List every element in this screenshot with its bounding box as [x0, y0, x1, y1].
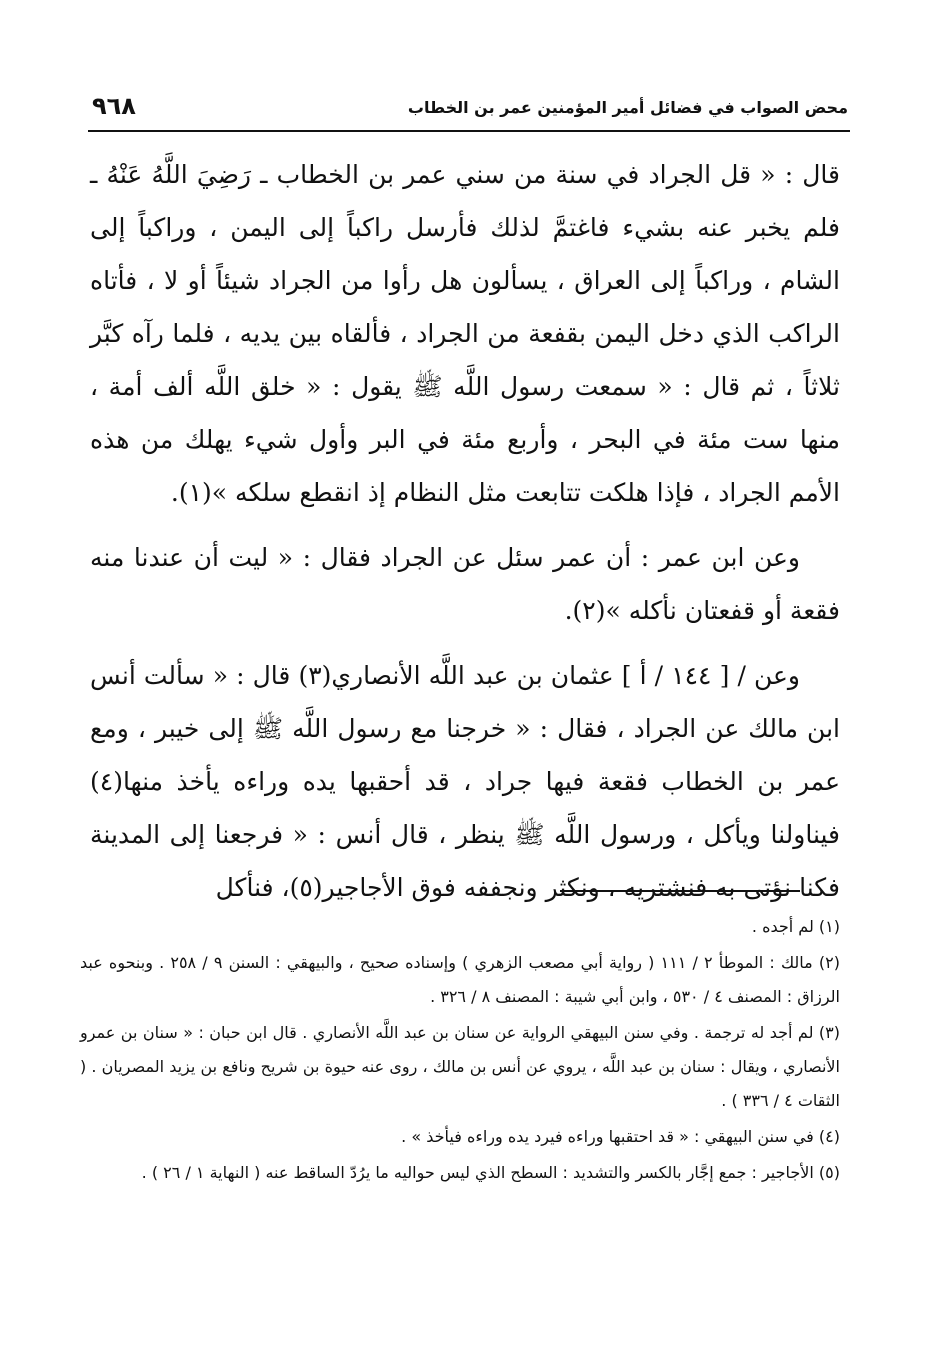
running-header	[88, 92, 850, 132]
footnote-2: (٢) مالك : الموطأ ٢ / ١١١ ( رواية أبي مصعب الزهري ) وإسناده صحيح ، والبيهقي : السنن ٩ / ٢٥٨ . وبنحوه عبد الرزاق : المصنف ٤ / ٥٣٠ ، وابن أبي شيبة : المصنف ٨ / ٣٢٦ .	[80, 953, 840, 1006]
footnote-1: (١) لم أجده .	[751, 917, 840, 936]
footnote-3: (٣) لم أجد له ترجمة . وفي سنن البيهقي الرواية عن سنان بن عبد اللَّه الأنصاري . قال ابن حبان : « سنان بن عمرو الأنصاري ، ويقال : سنان بن عبد اللَّه ، يروي عن أنس بن مالك ، روى عنه حيوة بن شريح ونافع بن يزيد المصريان . ( الثقات ٤ / ٣٣٦ ) .	[80, 1023, 840, 1110]
paragraph-2: وعن ابن عمر : أن عمر سئل عن الجراد فقال : « ليت أن عندنا منه فقعة أو قفعتان نأكله »(٢).	[90, 543, 840, 625]
footnote-separator	[560, 890, 800, 892]
main-text	[90, 148, 840, 926]
page-number: ٩٦٨	[92, 92, 136, 120]
book-title: محض الصواب في فضائل أمير المؤمنين عمر بن الخطاب	[407, 98, 848, 117]
footnote-4: (٤) في سنن البيهقي : « قد احتقبها وراءه فيرد يده وراءه فيأخذ » .	[401, 1127, 840, 1146]
paragraph-3: وعن / [ ١٤٤ / أ ] عثمان بن عبد اللَّه الأنصاري(٣) قال : « سألت أنس ابن مالك عن الجراد ، فقال : « خرجنا مع رسول اللَّه ﷺ إلى خيبر ، ومع عمر بن الخطاب فقعة فيها جراد ، قد أحقبها يده وراءه يأخذ منها(٤) فيناولنا ويأكل ، ورسول اللَّه ﷺ ينظر ، قال أنس : « فرجعنا إلى المدينة فكنا نؤتى به فنشتريه ، ونكثر ونجففه فوق الأجاجير(٥)، فنأكل	[90, 661, 840, 902]
footnote-5: (٥) الأجاجير : جمع إجَّار بالكسر والتشديد : السطح الذي ليس حواليه ما يرُدّ الساقط عنه ( النهاية ١ / ٢٦ ) .	[141, 1163, 840, 1182]
paragraph-1: قال : « قل الجراد في سنة من سني عمر بن الخطاب ـ رَضِيَ اللَّهُ عَنْهُ ـ فلم يخبر عنه بشيء فاغتمَّ لذلك فأرسل راكباً إلى اليمن ، وراكباً إلى الشام ، وراكباً إلى العراق ، يسألون هل رأوا من الجراد شيئاً أو لا ، فأتاه الراكب الذي دخل اليمن بقفعة من الجراد ، فألقاه بين يديه ، فلما رآه كبَّر ثلاثاً ، ثم قال : « سمعت رسول اللَّه ﷺ يقول : « خلق اللَّه ألف أمة ، منها ست مئة في البحر ، وأربع مئة في البر وأول شيء يهلك من هذه الأمم الجراد ، فإذا هلكت تتابعت مثل النظام إذ انقطع سلكه »(١).	[90, 160, 840, 507]
footnotes	[80, 910, 840, 1192]
